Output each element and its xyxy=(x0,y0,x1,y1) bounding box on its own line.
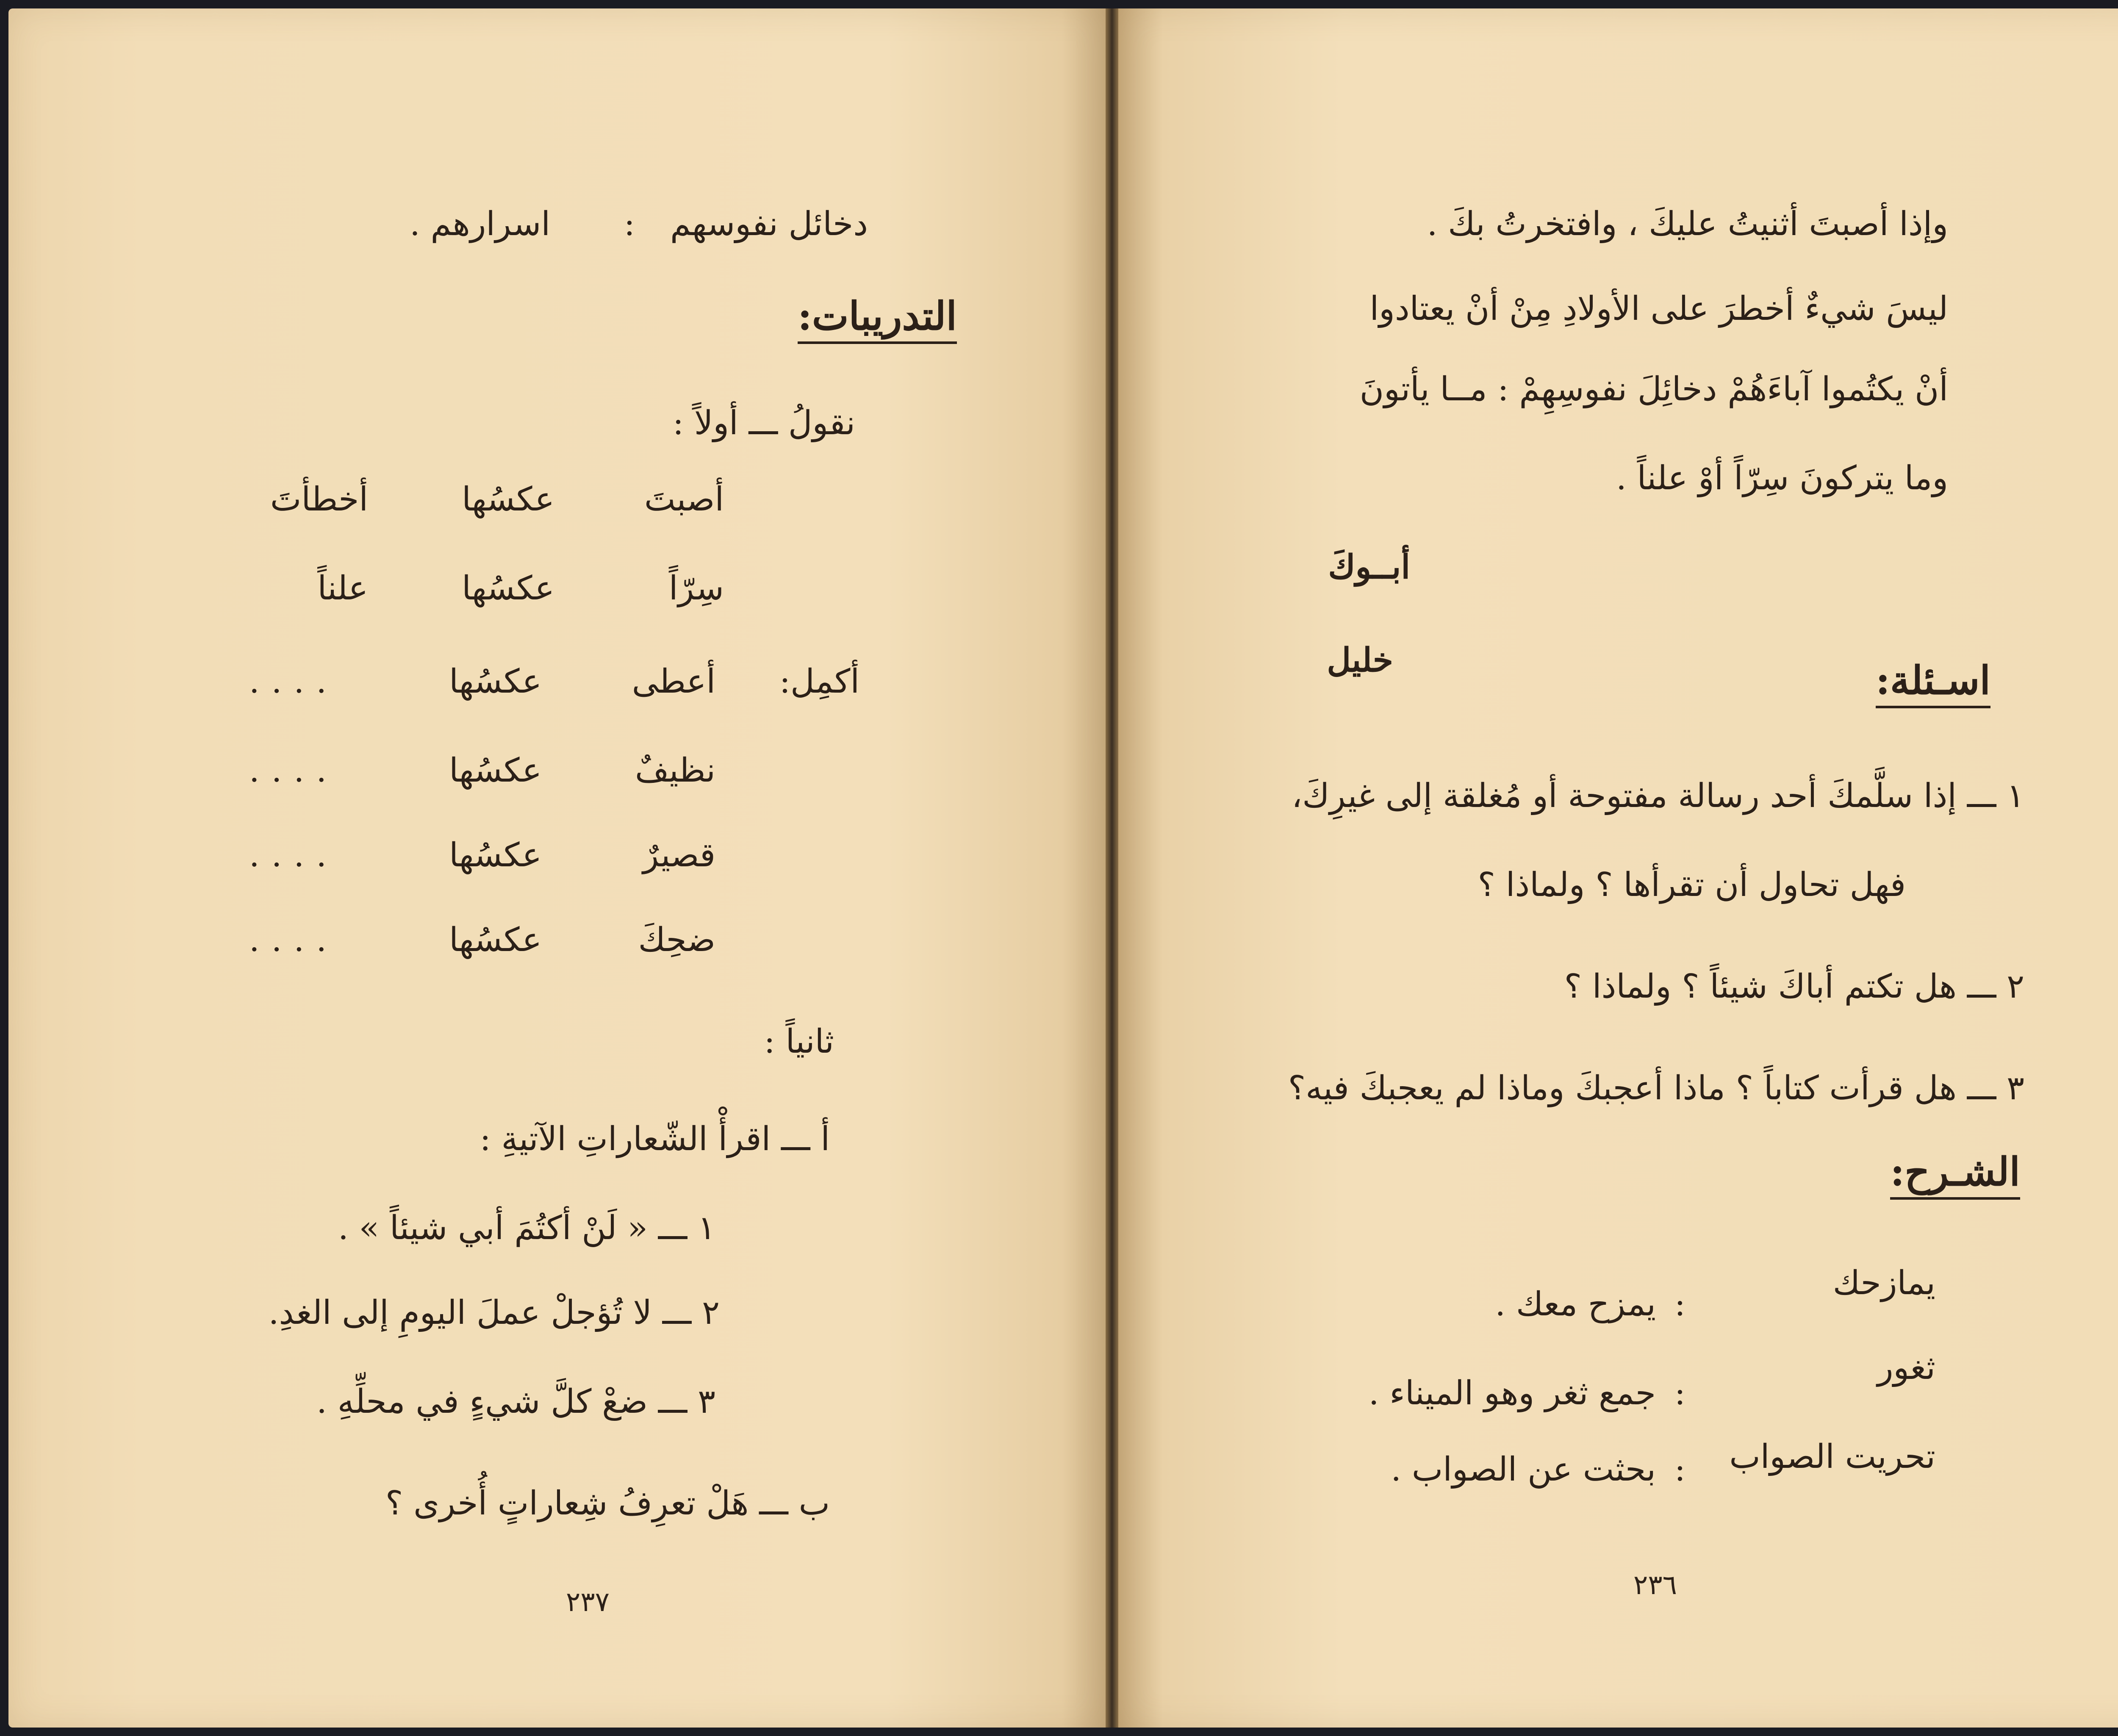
vocab-separator: : xyxy=(624,205,635,243)
part2-a: أ ـــ اقرأْ الشّعاراتِ الآتيةِ : xyxy=(480,1120,830,1158)
exercises-heading: التدريبات: xyxy=(798,297,957,344)
glossary-term: تحريت الصواب xyxy=(1729,1438,1935,1476)
glossary-meaning: جمع ثغر وهو الميناء . xyxy=(1368,1374,1656,1412)
letter-line: وإذا أصبتَ أثنيتُ عليكَ ، وافتخرتُ بكَ . xyxy=(1427,205,1948,243)
question-line: فهل تحاول أن تقرأها ؟ ولماذا ؟ xyxy=(1478,866,1906,904)
complete-blank: .... xyxy=(249,921,338,959)
letter-line: وما يتركونَ سِرّاً أوْ علناً . xyxy=(1616,459,1948,497)
complete-blank: .... xyxy=(249,836,338,874)
letter-line: أنْ يكتُموا آباءَهُمْ دخائِلَ نفوسِهِمْ : مــا يأتونَ xyxy=(1359,370,1948,408)
page-number-left: ٢٣٧ xyxy=(566,1586,610,1618)
question-line: ٢ ـــ هل تكتم أباكَ شيئاً ؟ ولماذا ؟ xyxy=(1564,968,2024,1006)
glossary-term: يمازحك xyxy=(1832,1264,1935,1302)
glossary-term: ثغور xyxy=(1877,1349,1935,1387)
signature-name: خليل xyxy=(1327,641,1393,679)
opposite-word: أصبتَ xyxy=(644,480,724,519)
slogan-item: ٣ ـــ ضعْ كلَّ شيءٍ في محلِّهِ . xyxy=(316,1383,715,1421)
complete-label: عكسُها xyxy=(449,921,542,959)
glossary-separator: : xyxy=(1674,1450,1686,1489)
question-line: ١ ـــ إذا سلَّمكَ أحد رسالة مفتوحة أو مُغلقة إلى غيرِكَ، xyxy=(1292,777,2024,815)
letter-line: ليسَ شيءٌ أخطرَ على الأولادِ مِنْ أنْ يعتادوا xyxy=(1369,290,1948,328)
glossary-meaning: يمزح معك . xyxy=(1495,1285,1656,1323)
complete-word: ضحِكَ xyxy=(638,921,715,959)
complete-label: عكسُها xyxy=(449,836,542,874)
part2-heading: ثانياً : xyxy=(764,1023,834,1061)
opposite-answer: أخطأتَ xyxy=(270,480,368,519)
glossary-meaning: بحثت عن الصواب . xyxy=(1391,1450,1656,1489)
glossary-separator: : xyxy=(1674,1285,1686,1323)
glossary-separator: : xyxy=(1674,1374,1686,1412)
slogan-item: ١ ـــ « لَنْ أكتُمَ أبي شيئاً » . xyxy=(338,1209,715,1247)
opposite-label: عكسُها xyxy=(462,480,554,519)
vocab-term: دخائل نفوسهم xyxy=(670,205,868,243)
opposite-label: عكسُها xyxy=(462,569,554,607)
book-gutter xyxy=(1106,8,1118,1728)
explanation-heading: الشـرح: xyxy=(1890,1152,2020,1200)
question-line: ٣ ـــ هل قرأت كتاباً ؟ ماذا أعجبكَ وماذا لم يعجبكَ فيه؟ xyxy=(1288,1069,2024,1107)
complete-word: نظيفٌ xyxy=(635,752,715,790)
left-page xyxy=(8,8,1106,1728)
complete-label: عكسُها xyxy=(449,663,542,701)
signature-label: أبــوكَ xyxy=(1328,548,1410,586)
page-number-right: ٢٣٦ xyxy=(1633,1570,1677,1601)
complete-word: أعطى xyxy=(632,663,715,701)
opposite-word: سِرّاً xyxy=(668,569,724,607)
slogan-item: ٢ ـــ لا تُؤجلْ عملَ اليومِ إلى الغدِ. xyxy=(268,1294,720,1332)
complete-label: أكمِل: xyxy=(779,663,859,701)
part2-b: ب ـــ هَلْ تعرِفُ شِعاراتٍ أُخرى ؟ xyxy=(385,1484,830,1522)
vocab-meaning: اسرارهم . xyxy=(409,205,550,243)
complete-label: عكسُها xyxy=(449,752,542,790)
complete-word: قصيرٌ xyxy=(643,836,715,874)
questions-heading: اسـئلة: xyxy=(1876,661,1990,708)
part1-intro: نقولُ ـــ أولاً : xyxy=(672,404,855,442)
opposite-answer: علناً xyxy=(317,569,368,607)
complete-blank: .... xyxy=(249,663,338,701)
complete-blank: .... xyxy=(249,752,338,790)
